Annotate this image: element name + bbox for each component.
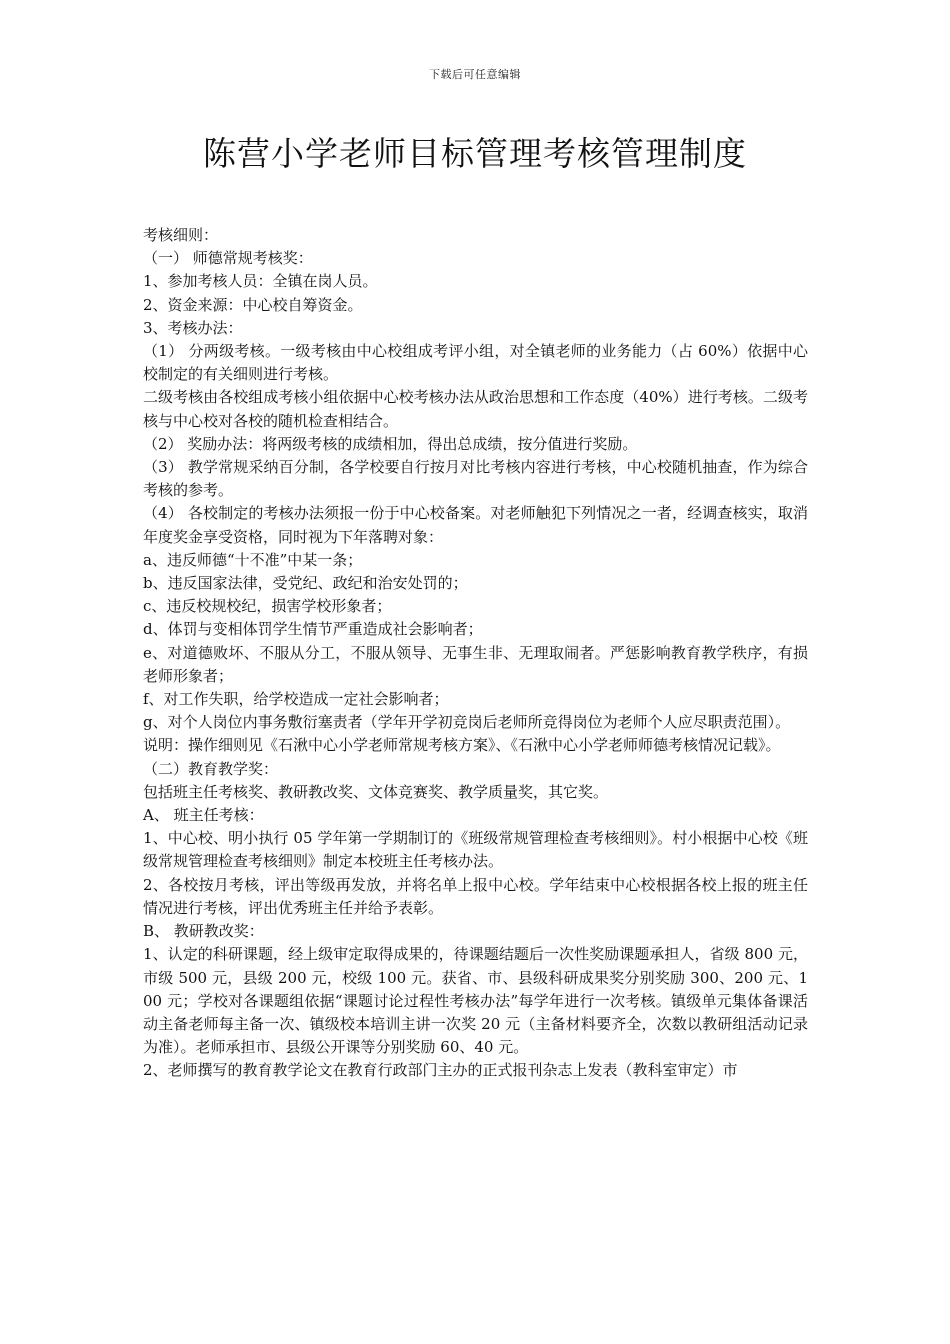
paragraph: 包括班主任考核奖、教研教改奖、文体竞赛奖、教学质量奖，其它奖。: [143, 782, 609, 801]
paragraph: 2、资金来源：中心校自筹资金。: [143, 295, 363, 314]
paragraph: 3、考核办法：: [143, 318, 243, 337]
list-item: e、对道德败坏、不服从分工，不服从领导、无事生非、无理取闹者。严惩影响教育教学秩序，有损老师形象者；: [143, 643, 808, 685]
paragraph: 1、参加考核人员：全镇在岗人员。: [143, 272, 378, 291]
document-body: [143, 224, 808, 1083]
list-item: g、对个人岗位内事务敷衍塞责者（学年开学初竞岗后老师所竞得岗位为老师个人应尽职责范围）。: [143, 713, 791, 732]
paragraph: 二级考核由各校组成考核小组依据中心校考核办法从政治思想和工作态度（40%）进行考核。二级考核与中心校对各校的随机检查相结合。: [143, 388, 808, 430]
paragraph: （一） 师德常规考核奖：: [143, 249, 313, 268]
list-item: d、体罚与变相体罚学生情节严重造成社会影响者；: [143, 620, 483, 639]
list-item: b、违反国家法律，受党纪、政纪和治安处罚的；: [143, 574, 468, 593]
paragraph: （1） 分两级考核。一级考核由中心校组成考评小组，对全镇老师的业务能力（占 60%）依据中心校制定的有关细则进行考核。: [143, 342, 808, 384]
paragraph: 2、各校按月考核，评出等级再发放，并将名单上报中心校。学年结束中心校根据各校上报的班主任情况进行考核，评出优秀班主任并给予表彰。: [143, 875, 808, 917]
list-item: f、对工作失职，给学校造成一定社会影响者；: [143, 690, 449, 709]
paragraph: A、 班主任考核：: [143, 806, 264, 825]
paragraph: 1、中心校、明小执行 05 学年第一学期制订的《班级常规管理检查考核细则》。村小根据中心校《班级常规管理检查考核细则》制定本校班主任考核办法。: [143, 829, 808, 871]
paragraph: 考核细则：: [143, 226, 219, 244]
list-item: a、违反师德“十不准”中某一条；: [143, 550, 363, 569]
paragraph: （2） 奖励办法：将两级考核的成绩相加，得出总成绩，按分值进行奖励。: [143, 434, 638, 453]
paragraph: B、 教研教改奖：: [143, 922, 264, 941]
paragraph: 说明：操作细则见《石湫中心小学老师常规考核方案》、《石湫中心小学老师师德考核情况记载》。: [143, 736, 781, 755]
list-item: c、违反校规校纪，损害学校形象者；: [143, 597, 392, 616]
paragraph: （二）教育教学奖：: [143, 759, 279, 778]
paragraph: （4） 各校制定的考核办法须报一份于中心校备案。对老师触犯下列情况之一者，经调查核实，取消年度奖金享受资格，同时视为下年落聘对象：: [143, 504, 808, 546]
header-note: 下载后可任意编辑: [429, 68, 521, 81]
paragraph: （3） 教学常规采纳百分制，各学校要自行按月对比考核内容进行考核，中心校随机抽查，作为综合考核的参考。: [143, 458, 808, 500]
paragraph: 1、认定的科研课题，经上级审定取得成果的，待课题结题后一次性奖励课题承担人，省级 800 元，市级 500 元，县级 200 元，校级 100 元。获省、市、县级科研成果奖分别奖励 300、200 元、100 元；学校对各课题组依据“课题讨论过程性考核办法”每学年进行一次考核。镇级单元集体备课活动主备老师每主备一次、镇级校本培训主讲一次奖 20 元（主备材料要齐全，次数以教研组活动记录为准）。老师承担市、县级公开课等分别奖励 60、40 元。: [143, 945, 808, 1057]
page-title: 陈营小学老师目标管理考核管理制度: [203, 134, 747, 173]
paragraph: 2、老师撰写的教育教学论文在教育行政部门主办的正式报刊杂志上发表（教科室审定）市: [143, 1061, 738, 1080]
